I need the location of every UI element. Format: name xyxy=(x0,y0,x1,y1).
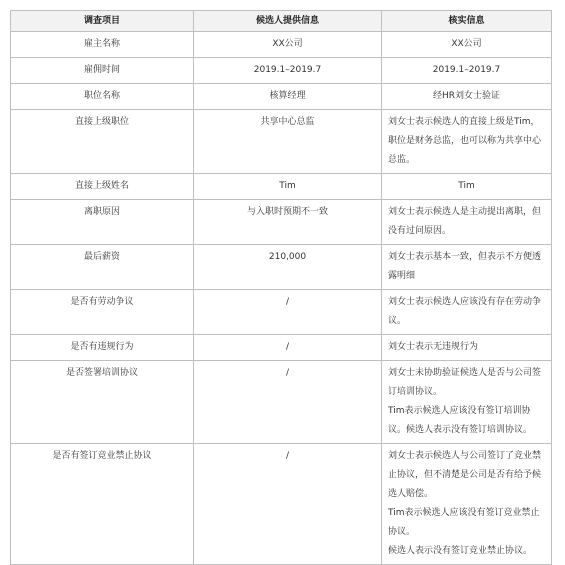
verified-cell xyxy=(382,290,552,335)
provided-cell: / xyxy=(194,335,382,361)
table-row xyxy=(11,444,552,565)
verified-cell xyxy=(382,32,552,58)
item-cell: 职位名称 xyxy=(11,84,194,110)
table-row xyxy=(11,174,552,200)
item-cell: 是否签署培训协议 xyxy=(11,361,194,444)
verified-paragraph: 刘女士表示候选人与公司签订了竞业禁止协议，但不清楚是公司是否有给予候选人赔偿。 xyxy=(388,451,542,499)
item-cell: 直接上级职位 xyxy=(11,110,194,174)
provided-cell: 共享中心总监 xyxy=(194,110,382,174)
verified-paragraph: 候选人表示没有签订竞业禁止协议。 xyxy=(388,546,533,556)
provided-cell: / xyxy=(194,290,382,335)
provided-cell: 210,000 xyxy=(194,245,382,290)
provided-cell: XX公司 xyxy=(194,32,382,58)
verified-cell xyxy=(382,335,552,361)
table-row xyxy=(11,84,552,110)
verified-paragraph: 刘女士表示基本一致，但表示不方便透露明细 xyxy=(388,252,542,281)
item-cell: 直接上级姓名 xyxy=(11,174,194,200)
verified-paragraph: 刘女士未协助验证候选人是否与公司签订培训协议。 xyxy=(388,368,542,397)
table-row xyxy=(11,58,552,84)
verified-paragraph: 刘女士表示候选人是主动提出离职，但没有过问原因。 xyxy=(388,207,542,236)
verified-paragraph: XX公司 xyxy=(451,39,482,49)
reference-check-table xyxy=(10,10,552,565)
table-row xyxy=(11,290,552,335)
verified-paragraph: Tim表示候选人应该没有签订竞业禁止协议。 xyxy=(388,508,540,537)
header-investigation-item: 调查项目 xyxy=(11,11,194,32)
item-cell: 离职原因 xyxy=(11,200,194,245)
provided-cell: / xyxy=(194,361,382,444)
verified-paragraph: 刘女士表示候选人应该没有存在劳动争议。 xyxy=(388,297,542,326)
verified-paragraph: 刘女士表示候选人的直接上级是Tim，职位是财务总监，也可以称为共享中心总监。 xyxy=(388,117,542,165)
provided-cell: Tim xyxy=(194,174,382,200)
item-cell: 是否有劳动争议 xyxy=(11,290,194,335)
table-header-row xyxy=(11,11,552,32)
table-row xyxy=(11,335,552,361)
verified-paragraph: Tim xyxy=(458,181,475,191)
item-cell: 雇佣时间 xyxy=(11,58,194,84)
verified-paragraph: 经HR刘女士验证 xyxy=(432,91,501,101)
verified-paragraph: Tim表示候选人应该没有签订培训协议。候选人表示没有签订培训协议。 xyxy=(388,406,533,435)
table-body xyxy=(11,32,552,565)
verified-paragraph: 2019.1–2019.7 xyxy=(432,65,501,75)
provided-cell: 与入职时预期不一致 xyxy=(194,200,382,245)
provided-cell: 2019.1–2019.7 xyxy=(194,58,382,84)
verified-cell xyxy=(382,444,552,565)
verified-cell xyxy=(382,200,552,245)
item-cell: 雇主名称 xyxy=(11,32,194,58)
verified-cell xyxy=(382,84,552,110)
table-row xyxy=(11,361,552,444)
verified-cell xyxy=(382,245,552,290)
provided-cell: / xyxy=(194,444,382,565)
provided-cell: 核算经理 xyxy=(194,84,382,110)
verified-cell xyxy=(382,110,552,174)
table-row xyxy=(11,32,552,58)
header-candidate-info: 候选人提供信息 xyxy=(194,11,382,32)
verified-cell xyxy=(382,174,552,200)
item-cell: 是否有违规行为 xyxy=(11,335,194,361)
table-row xyxy=(11,245,552,290)
item-cell: 是否有签订竞业禁止协议 xyxy=(11,444,194,565)
verified-cell xyxy=(382,361,552,444)
table-row xyxy=(11,110,552,174)
header-verified-info: 核实信息 xyxy=(382,11,552,32)
verified-paragraph: 刘女士表示无违规行为 xyxy=(388,342,479,352)
item-cell: 最后薪资 xyxy=(11,245,194,290)
table-row xyxy=(11,200,552,245)
verified-cell xyxy=(382,58,552,84)
